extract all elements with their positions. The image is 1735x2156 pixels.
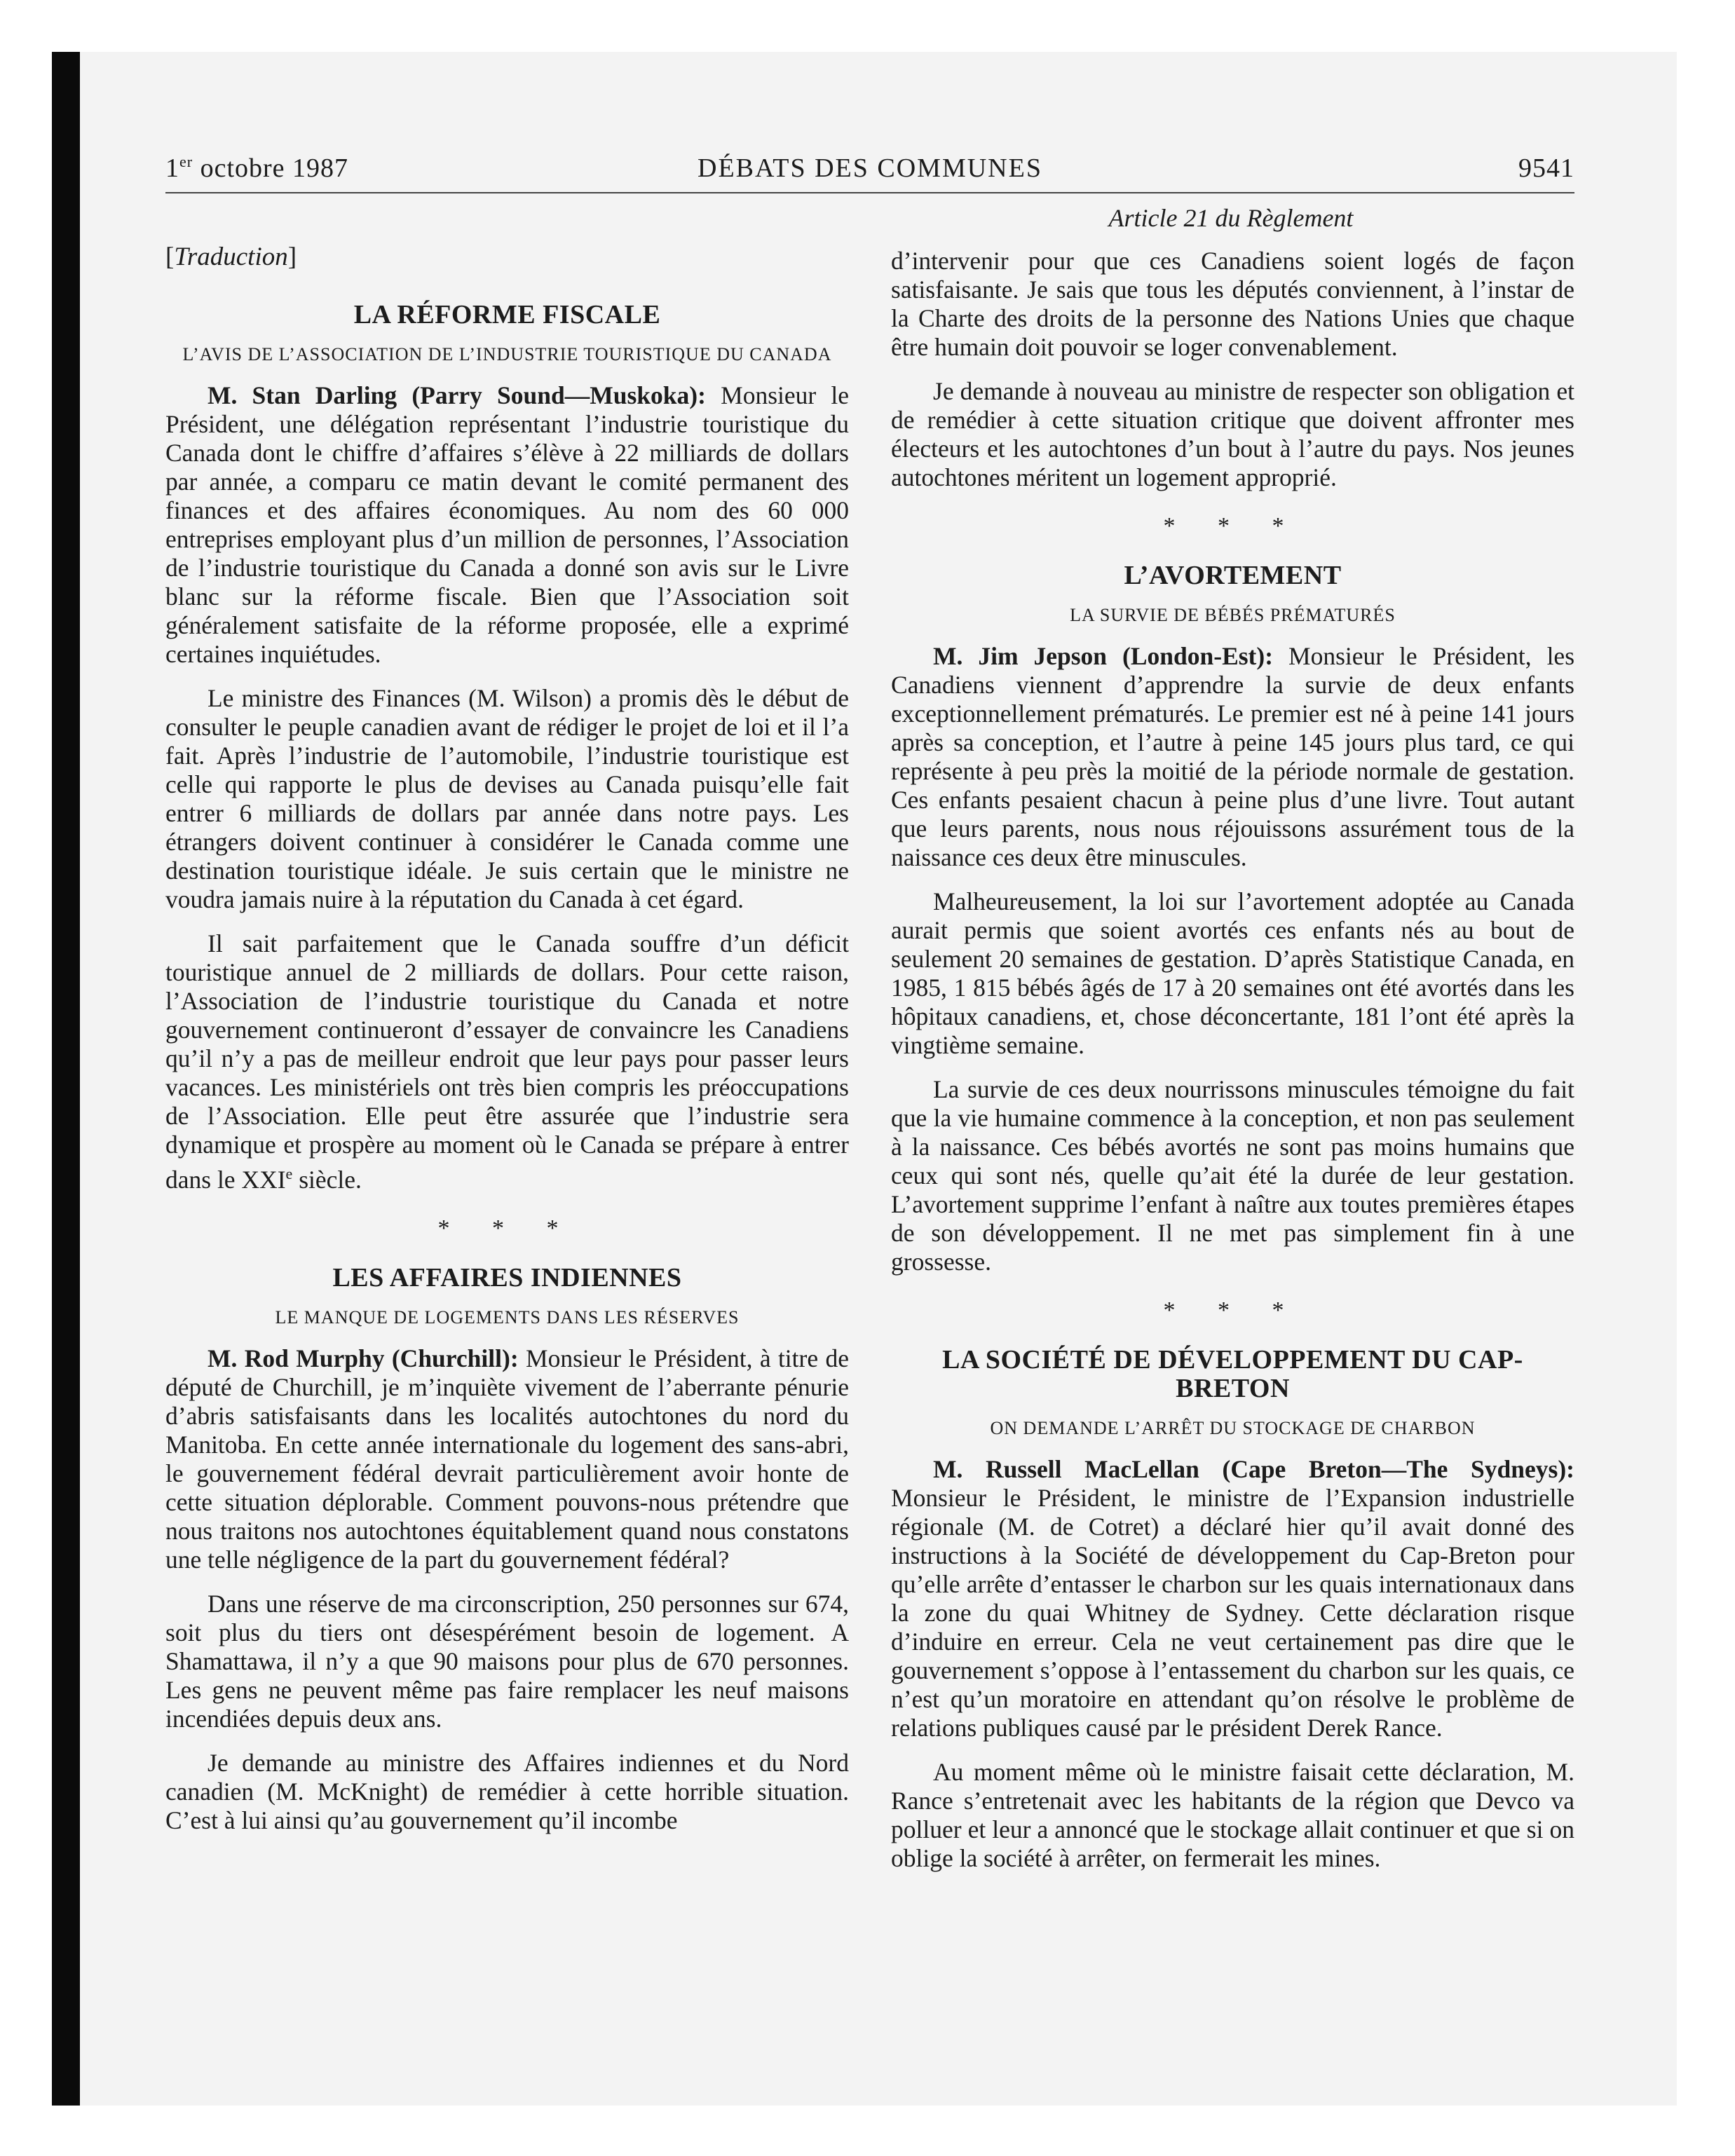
paragraph <box>165 381 849 669</box>
section-subtitle: LE MANQUE DE LOGEMENTS DANS LES RÉSERVES <box>275 1306 740 1328</box>
section-title: LES AFFAIRES INDIENNES <box>332 1262 682 1292</box>
speaker-name: M. Rod Murphy (Churchill): <box>207 1344 519 1372</box>
translation-label: Traduction <box>174 243 288 271</box>
paragraph: La survie de ces deux nourrissons minuscules témoigne du fait que la vie humaine commence à la conception, et non pas seulement à la naissance. Ces bébés avortés ne sont pas moins humains que ceux qui sont nés, quelle qu’ait été la durée de leur gestation. L’avortement supprime l’enfant à naître aux toutes premières étapes de son développement. Il ne met pas simplement fin à une grossesse. <box>891 1075 1574 1276</box>
right-column <box>891 247 1574 1888</box>
page-header <box>165 153 1574 193</box>
translation-note: [Traduction] <box>165 243 297 271</box>
page-number: 9541 <box>1518 153 1574 183</box>
left-column <box>165 237 849 1850</box>
paragraph: Le ministre des Finances (M. Wilson) a promis dès le début de consulter le peuple canadien avant de rédiger le projet de loi et il l’a fait. Après l’industrie de l’automobile, l’industrie touristique est celle qui rapporte le plus de devises au Canada puisqu’elle fait entrer 6 milliards de dollars par année dans notre pays. Les étrangers doivent continuer à considérer le Canada comme une destination touristique idéale. Je suis certain que le ministre ne voudra jamais nuire à la réputation du Canada à cet égard. <box>165 684 849 913</box>
section-subtitle: ON DEMANDE L’ARRÊT DU STOCKAGE DE CHARBON <box>990 1418 1476 1438</box>
binding-edge <box>52 52 80 2106</box>
section-subtitle: LA SURVIE DE BÉBÉS PRÉMATURÉS <box>1070 605 1396 625</box>
paragraph-text: Monsieur le Président, le ministre de l’Expansion industrielle régionale (M. de Cotret) a déclaré hier qu’il avait donné des instructions à la Société de développement du Cap-Breton pour qu’elle arrête d’entasser le charbon sur les quais internationaux dans la zone du quai Whitney de Sydney. Cette déclaration risque d’induire en erreur. Cela ne veut certainement pas dire que le gouvernement s’oppose à l’entassement du charbon sur les quais, ce n’est qu’un moratoire en attendant qu’on résolve le problème de relations publiques causé par le président Derek Rance. <box>891 1484 1574 1742</box>
paragraph <box>165 1344 849 1574</box>
paragraph-text: Monsieur le Président, les Canadiens viennent d’apprendre la survie de deux enfants exceptionnellement prématurés. Le premier est né à peine 141 jours après sa conception, et l’autre à peine 145 jours plus tard, ce qui représente à peu près la moitié de la période normale de gestation. Ces enfants pesaient chacun à peine plus d’une livre. Tout autant que leurs parents, nous nous réjouissons assurément tous de la naissance ces deux être minuscules. <box>891 642 1575 871</box>
paragraph <box>891 1455 1574 1742</box>
speaker-name: M. Russell MacLellan (Cape Breton—The Sydneys): <box>933 1455 1574 1483</box>
running-title: Article 21 du Règlement <box>1108 204 1354 232</box>
paragraph: Je demande au ministre des Affaires indiennes et du Nord canadien (M. McKnight) de remédier à cette horrible situation. C’est à lui ainsi qu’au gouvernement qu’il incombe <box>165 1748 849 1834</box>
paragraph <box>165 929 849 1194</box>
paragraph-continued: d’intervenir pour que ces Canadiens soient logés de façon satisfaisante. Je sais que tous les députés conviennent, à l’instar de la Charte des droits de la personne des Nations Unies que chaque être humain doit pouvoir se loger convenablement. <box>891 247 1574 361</box>
date-ordinal: er <box>179 153 193 170</box>
section-title: LA RÉFORME FISCALE <box>353 300 661 329</box>
paragraph: Dans une réserve de ma circonscription, 250 personnes sur 674, soit plus du tiers ont désespérément besoin de logement. A Shamattawa, il n’y a que 90 maisons pour plus de 670 personnes. Les gens ne peuvent même pas faire remplacer les neuf maisons incendiées depuis deux ans. <box>165 1589 849 1733</box>
section-title: LA SOCIÉTÉ DE DÉVELOPPEMENT DU CAP-BRETON <box>942 1345 1523 1403</box>
paragraph: Je demande à nouveau au ministre de respecter son obligation et de remédier à cette situation critique que doivent affronter mes électeurs et les autochtones d’un bout à l’autre du pays. Nos jeunes autochtones méritent un logement approprié. <box>891 377 1574 491</box>
section-separator: * * * <box>437 1215 577 1241</box>
date-day: 1 <box>165 153 179 183</box>
paragraph-text: Il sait parfaitement que le Canada souffre d’un déficit touristique annuel de 2 milliards de dollars. Pour cette raison, l’Association de l’industrie touristique du Canada et notre gouvernement continueront d’essayer de convaincre les Canadiens qu’il n’y a pas de meilleur endroit que leur pays pour passer leurs vacances. Les ministériels ont très bien compris les préoccupations de l’Association. Elle peut être assurée que l’industrie sera dynamique et prospère au moment où le Canada se prépare à entrer dans le XXI <box>165 929 849 1194</box>
paragraph: Malheureusement, la loi sur l’avortement adoptée au Canada aurait permis que soient avortés ces enfants nés au bout de seulement 20 semaines de gestation. D’après Statistique Canada, en 1985, 1 815 bébés âgés de 17 à 20 semaines ont été avortés dans les hôpitaux canadiens, et, chose déconcertante, 181 l’ont été après la vingtième semaine. <box>891 887 1574 1059</box>
section-separator: * * * <box>1163 1297 1302 1323</box>
superscript: e <box>285 1165 293 1182</box>
speaker-name: M. Stan Darling (Parry Sound—Muskoka): <box>207 381 706 409</box>
journal-title: DÉBATS DES COMMUNES <box>698 153 1042 183</box>
section-title: L’AVORTEMENT <box>1124 561 1342 590</box>
date-month-year: octobre 1987 <box>193 153 349 183</box>
paragraph-text: Monsieur le Président, une délégation représentant l’industrie touristique du Canada dont le chiffre d’affaires s’élève à 22 milliards de dollars par année, a comparu ce matin devant le comité permanent des finances et des affaires économiques. Au nom des 60 000 entreprises employant plus d’un million de personnes, l’Association de l’industrie touristique du Canada a donné son avis sur le Livre blanc sur la réforme fiscale. Bien que l’Association soit généralement satisfaite de la réforme proposée, elle a exprimé certaines inquiétudes. <box>165 381 850 668</box>
paragraph-text: Monsieur le Président, à titre de député de Churchill, je m’inquiète vivement de l’aberrante pénurie d’abris satisfaisants dans les localités autochtones du nord du Manitoba. En cette année internationale du logement des sans-abri, le gouvernement fédéral devrait particulièrement avoir honte de cette situation déplorable. Comment pouvons-nous prétendre que nous traitons nos autochtones équitablement quand nous constatons une telle négligence de la part du gouvernement fédéral? <box>165 1344 849 1574</box>
paragraph: Au moment même où le ministre faisait cette déclaration, M. Rance s’entretenait avec les habitants de la région que Devco va polluer et leur a annoncé que le stockage allait continuer et que si on oblige la société à arrêter, on fermerait les mines. <box>891 1758 1574 1872</box>
paragraph-text: siècle. <box>292 1165 362 1194</box>
speaker-name: M. Jim Jepson (London-Est): <box>933 642 1274 670</box>
section-separator: * * * <box>1163 513 1302 539</box>
paragraph <box>891 642 1574 872</box>
section-subtitle: L’AVIS DE L’ASSOCIATION DE L’INDUSTRIE TOURISTIQUE DU CANADA <box>182 344 832 364</box>
